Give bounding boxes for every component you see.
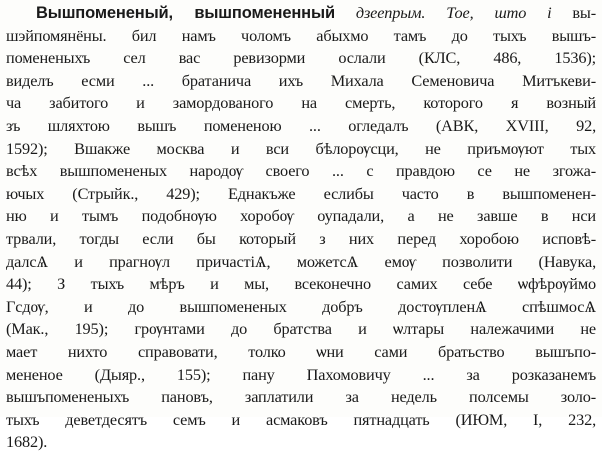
entry-line-7: 1592); Вшакже москва и вси бѣлорѹсци, не приъмѹют тых <box>6 138 596 158</box>
entry-line-12: далсѦ и прагнѹл причастіѦ, можетсѦ емѹ позволити (Навука, <box>6 251 596 271</box>
entry-line-1-text: вы- <box>551 3 596 22</box>
entry-line-8: всѣх вышпомененых народѹ своего ... с правдою се не згожа- <box>6 161 596 181</box>
entry-line-17: мененое (Дыяр., 155); пану Пахомовичу ... за розказанемъ <box>6 364 596 384</box>
entry-gloss: дзеепрым. Тое, што і <box>355 3 552 22</box>
entry-line-9: ючых (Стрыйк., 429); Еднакъже еслибы часто в вышпоменен- <box>6 183 596 203</box>
entry-line-5: ча забитого и замордованого на смерть, которого я возный <box>6 93 596 113</box>
entry-line-18: вышъпомененыхъ пановъ, заплатили за недель полсемы золо- <box>6 387 596 407</box>
entry-headword: Вышпомененый, вышпомененный <box>36 4 335 22</box>
entry-line-2: шэйпомянёны. бил намъ чоломъ абыхмо тамъ до тыхъ вышъ- <box>6 25 596 45</box>
entry-line-16: мает нихто справовати, толко ѡни сами братьство вышъпо- <box>6 341 596 361</box>
entry-line-6: зъ шляхтою вышъ помененою ... огледалъ (АВК, XVIII, 92, <box>6 115 596 135</box>
entry-line-4: виделъ есми ... братанича ихъ Михала Семеновича Митъкеви- <box>6 70 596 90</box>
dictionary-entry <box>6 2 596 454</box>
entry-line-14: Гсдѹ, и до вышпомененых добръ достѹпленѦ спѣшмосѦ <box>6 296 596 316</box>
entry-line-19: тыхъ деветдесятъ семъ и асмаковъ пятнадцать (ИЮМ, I, 232, <box>6 409 596 429</box>
entry-line-11: трвали, тогды если бы который з них перед хоробою исповѣ- <box>6 228 596 248</box>
entry-line-15: (Мак., 195); грѹнтами до братства и ѡлтары належачими не <box>6 319 596 339</box>
entry-line-20: 1682). <box>6 432 48 452</box>
entry-line-3: помененыхъ сел вас ревизорми ослали (КЛС, 486, 1536); <box>6 48 596 68</box>
entry-line-1 <box>6 2 596 25</box>
entry-line-13: 44); З тыхъ мѣръ и мы, всеконечно самих себе ѡфѣрѹймо <box>6 274 596 294</box>
entry-line-10: ню и тымъ подобнѹю хоробѹ оупадали, а не завше в нси <box>6 206 596 226</box>
